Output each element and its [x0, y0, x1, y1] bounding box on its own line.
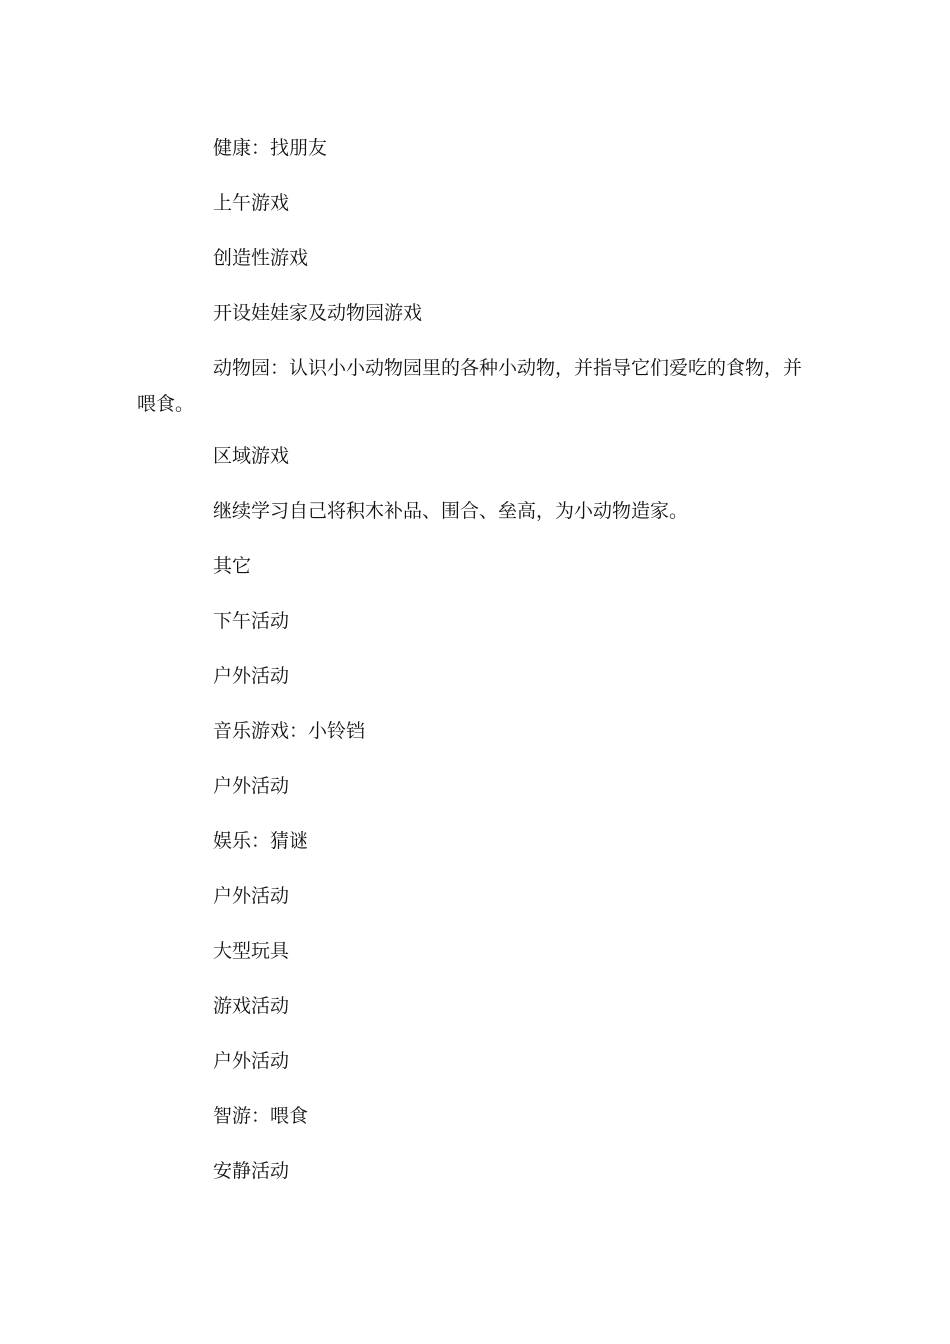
paragraph-outdoor-activity: 户外活动	[213, 665, 290, 687]
paragraph-doll-house-zoo: 开设娃娃家及动物园游戏	[213, 302, 423, 324]
paragraph-game-activity: 游戏活动	[213, 995, 290, 1017]
paragraph-creative-games: 创造性游戏	[213, 247, 309, 269]
paragraph-area-games: 区域游戏	[213, 445, 290, 467]
paragraph-quiet-activity: 安静活动	[213, 1160, 290, 1182]
paragraph-large-toys: 大型玩具	[213, 940, 290, 962]
paragraph-entertainment-riddles: 娱乐：猜谜	[213, 830, 309, 852]
paragraph-outdoor-activity: 户外活动	[213, 1050, 290, 1072]
paragraph-zoo-description: 动物园：认识小小动物园里的各种小动物，并指导它们爱吃的食物，并喂食。	[137, 357, 803, 415]
paragraph-feeding-game: 智游：喂食	[213, 1105, 309, 1127]
paragraph-outdoor-activity: 户外活动	[213, 775, 290, 797]
paragraph-afternoon-activities: 下午活动	[213, 610, 290, 632]
paragraph-music-game: 音乐游戏：小铃铛	[213, 720, 366, 742]
paragraph-health-find-friends: 健康：找朋友	[213, 137, 328, 159]
paragraph-outdoor-activity: 户外活动	[213, 885, 290, 907]
paragraph-morning-games: 上午游戏	[213, 192, 290, 214]
paragraph-other: 其它	[213, 555, 252, 577]
paragraph-building-blocks: 继续学习自己将积木补品、围合、垒高，为小动物造家。	[213, 500, 689, 522]
